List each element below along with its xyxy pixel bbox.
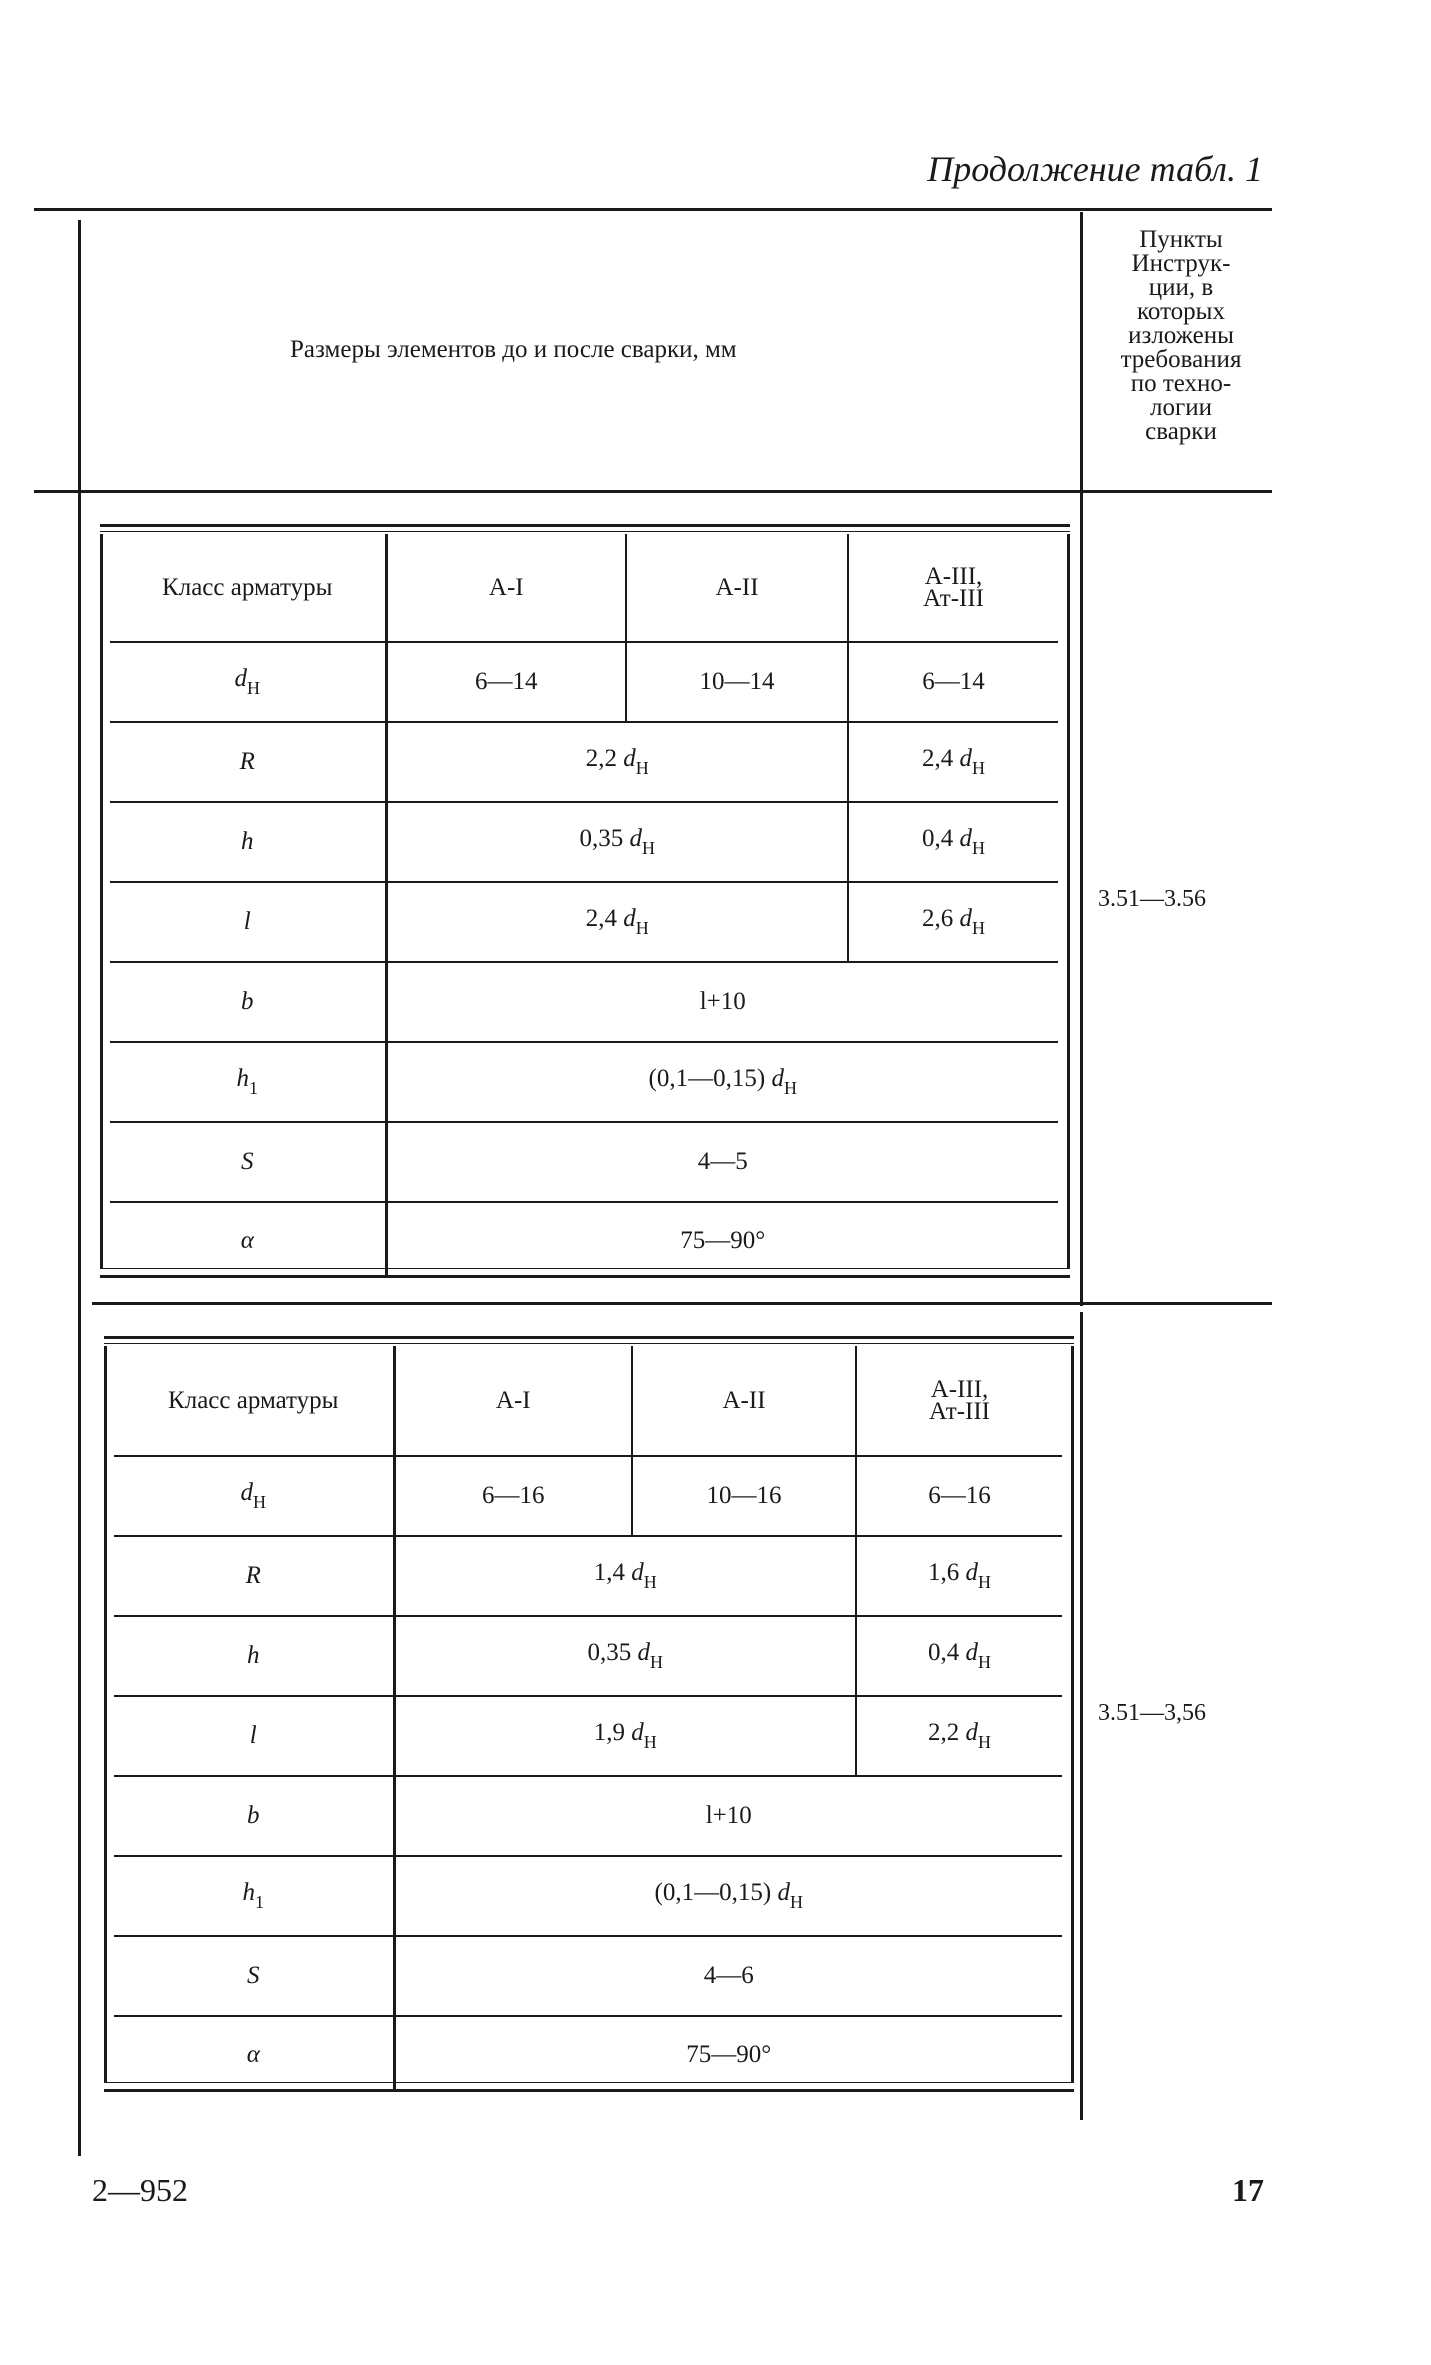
- dimension-table-1: [100, 524, 1070, 1282]
- h-a1-a2: 0,35 $d_Н$: [386, 802, 848, 882]
- header-right-line: которых: [1137, 298, 1225, 325]
- row-label-alpha: α: [114, 2016, 394, 2092]
- l-a1-a2: 1,9 $d_Н$: [394, 1696, 856, 1776]
- table-top-rule: [34, 208, 1272, 211]
- row-label-S: S: [110, 1122, 386, 1202]
- row-label-alpha: α: [110, 1202, 386, 1278]
- row-label-R: R: [110, 722, 386, 802]
- dimension-table-2: [104, 1336, 1074, 2096]
- class-a3: А-III, Ат-III: [928, 1375, 991, 1425]
- dn-a1: 6—16: [394, 1456, 632, 1536]
- dn-a3: 6—16: [856, 1456, 1062, 1536]
- body-left-border: [78, 496, 81, 2156]
- class-header: Класс арматуры: [114, 1346, 394, 1456]
- h1-value: (0,1—0,15) $d_Н$: [394, 1856, 1062, 1936]
- row-label-b: b: [110, 962, 386, 1042]
- row-label-h1: $h_1$: [114, 1856, 394, 1936]
- class-header: Класс арматуры: [110, 534, 386, 642]
- header-dimensions-title: Размеры элементов до и после сварки, мм: [290, 336, 737, 363]
- page-number: 17: [1232, 2172, 1264, 2208]
- dn-a2: 10—16: [632, 1456, 856, 1536]
- dn-a3: 6—14: [848, 642, 1058, 722]
- header-right-line: по техно-: [1130, 370, 1232, 397]
- l-a3: 2,6 $d_Н$: [848, 882, 1058, 962]
- class-a1: А-I: [386, 534, 626, 642]
- l-a3: 2,2 $d_Н$: [856, 1696, 1062, 1776]
- continuation-label: Продолжение табл. 1: [927, 149, 1263, 189]
- header-left-border: [78, 220, 81, 496]
- body-column-divider-1: [1080, 496, 1083, 1306]
- class-a2: А-II: [626, 534, 848, 642]
- row-label-dn: $d_Н$: [114, 1456, 394, 1536]
- class-a3: А-III, Ат-III: [922, 562, 985, 612]
- h-a3: 0,4 $d_Н$: [848, 802, 1058, 882]
- row-label-l: l: [110, 882, 386, 962]
- l-a1-a2: 2,4 $d_Н$: [386, 882, 848, 962]
- section-2-instruction-points: 3.51—3,56: [1098, 1700, 1206, 1726]
- body-column-divider-2: [1080, 1312, 1083, 2120]
- row-label-b: b: [114, 1776, 394, 1856]
- b-value: l+10: [394, 1776, 1062, 1856]
- header-right-line: логии: [1150, 394, 1212, 421]
- row-label-h: h: [110, 802, 386, 882]
- row-label-h: h: [114, 1616, 394, 1696]
- class-a1: А-I: [394, 1346, 632, 1456]
- h1-value: (0,1—0,15) $d_Н$: [386, 1042, 1058, 1122]
- section-separator: [92, 1302, 1272, 1305]
- header-bottom-rule: [34, 490, 1272, 493]
- alpha-value: 75—90°: [394, 2016, 1062, 2092]
- section-1-instruction-points: 3.51—3.56: [1098, 886, 1206, 912]
- dn-a2: 10—14: [626, 642, 848, 722]
- document-code: 2—952: [92, 2172, 188, 2208]
- header-right-line: ции, в: [1148, 274, 1214, 301]
- R-a1-a2: 2,2 $d_Н$: [386, 722, 848, 802]
- class-a2: А-II: [632, 1346, 856, 1456]
- S-value: 4—6: [394, 1936, 1062, 2016]
- dn-a1: 6—14: [386, 642, 626, 722]
- R-a3: 2,4 $d_Н$: [848, 722, 1058, 802]
- h-a1-a2: 0,35 $d_Н$: [394, 1616, 856, 1696]
- header-right-line: требования: [1120, 346, 1242, 373]
- S-value: 4—5: [386, 1122, 1058, 1202]
- row-label-R: R: [114, 1536, 394, 1616]
- header-right-line: изложены: [1128, 322, 1234, 349]
- R-a3: 1,6 $d_Н$: [856, 1536, 1062, 1616]
- b-value: l+10: [386, 962, 1058, 1042]
- row-label-h1: $h_1$: [110, 1042, 386, 1122]
- header-instruction-points: [1096, 228, 1266, 444]
- R-a1-a2: 1,4 $d_Н$: [394, 1536, 856, 1616]
- row-label-l: l: [114, 1696, 394, 1776]
- alpha-value: 75—90°: [386, 1202, 1058, 1278]
- row-label-S: S: [114, 1936, 394, 2016]
- header-right-line: Инструк-: [1131, 250, 1231, 277]
- header-column-divider: [1080, 212, 1083, 496]
- header-right-line: сварки: [1145, 418, 1217, 445]
- header-right-line: Пункты: [1139, 226, 1223, 253]
- row-label-dn: $d_Н$: [110, 642, 386, 722]
- h-a3: 0,4 $d_Н$: [856, 1616, 1062, 1696]
